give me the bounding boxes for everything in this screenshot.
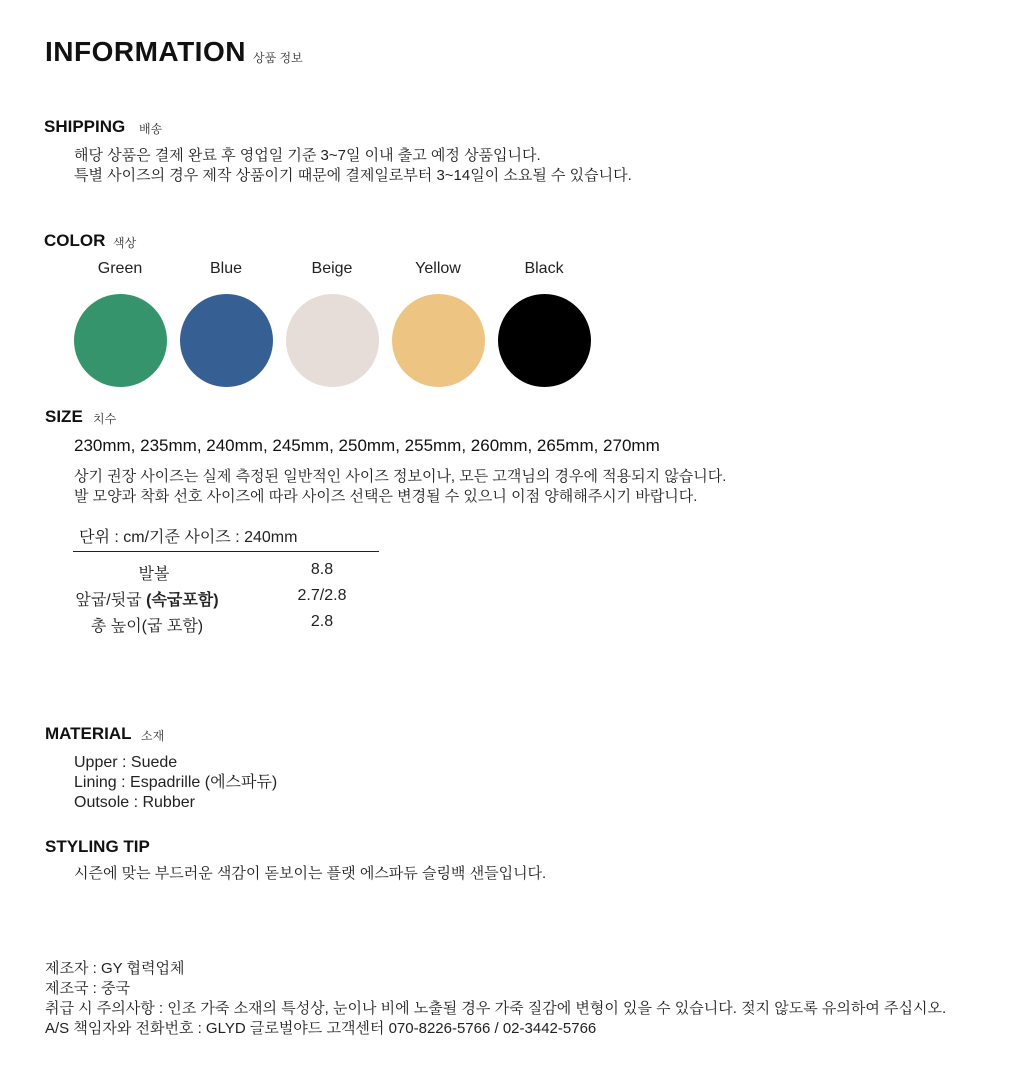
size-row-label-text: 총 높이(굽 포함) <box>90 618 204 635</box>
size-row-label-bold: (속굽포함) <box>146 592 219 609</box>
size-row-label <box>60 561 248 584</box>
material-upper: Upper : Suede <box>74 754 178 771</box>
size-list: 230mm, 235mm, 240mm, 245mm, 250mm, 255mm, 260mm, 265mm, 270mm <box>74 436 660 455</box>
material-lining: Lining : Espadrille (에스파듀) <box>74 774 278 791</box>
color-swatch-black <box>498 294 591 387</box>
styling-text: 시즌에 맞는 부드러운 색감이 돋보이는 플랫 에스파듀 슬링백 샌들입니다. <box>74 865 547 882</box>
footer-care: 취급 시 주의사항 : 인조 가죽 소재의 특성상, 눈이나 비에 노출될 경우 가죽 질감에 변형이 있을 수 있습니다. 젖지 않도록 유의하여 주십시오. <box>45 1000 947 1017</box>
shipping-line: 특별 사이즈의 경우 제작 상품이기 때문에 결제일로부터 3~14일이 소요될 수 있습니다. <box>74 167 632 184</box>
color-swatch-beige <box>286 294 379 387</box>
size-row-value: 2.7/2.8 <box>297 587 347 604</box>
size-table-divider <box>73 551 379 552</box>
page-subtitle: 상품 정보 <box>253 51 303 65</box>
shipping-line: 해당 상품은 결제 완료 후 영업일 기준 3~7일 이내 출고 예정 상품입니다. <box>74 147 541 164</box>
size-row-value: 8.8 <box>310 561 334 578</box>
shipping-heading: SHIPPING <box>44 117 126 136</box>
material-outsole: Outsole : Rubber <box>74 794 195 811</box>
color-label-yellow: Yellow <box>415 260 461 277</box>
footer-manufacturer: 제조자 : GY 협력업체 <box>45 960 185 977</box>
material-list <box>74 753 277 813</box>
color-swatch-green <box>74 294 167 387</box>
color-label-blue: Blue <box>209 260 243 277</box>
size-row-label-text: 발볼 <box>138 566 170 583</box>
size-row-label-text: 앞굽/뒷굽 <box>75 592 147 609</box>
color-label-black: Black <box>524 260 564 277</box>
size-table-unit: 단위 : cm/기준 사이즈 : 240mm <box>79 529 298 546</box>
shipping-subheading: 배송 <box>139 122 163 136</box>
size-note-line: 발 모양과 착화 선호 사이즈에 따라 사이즈 선택은 변경될 수 있으니 이점 양해해주시기 바랍니다. <box>74 488 698 505</box>
footer-info <box>45 959 946 1039</box>
size-row-value: 2.8 <box>310 613 334 630</box>
size-notes <box>74 467 726 507</box>
size-subheading: 치수 <box>93 412 117 426</box>
footer-as-contact: A/S 책임자와 전화번호 : GLYD 글로벌야드 고객센터 070-8226-5766 / 02-3442-5766 <box>45 1020 597 1037</box>
color-subheading: 색상 <box>113 236 137 250</box>
size-note-line: 상기 권장 사이즈는 실제 측정된 일반적인 사이즈 정보이나, 모든 고객님의 경우에 적용되지 않습니다. <box>74 468 727 485</box>
page-title: INFORMATION <box>45 36 246 67</box>
color-label-beige: Beige <box>311 260 353 277</box>
color-swatch-blue <box>180 294 273 387</box>
color-heading: COLOR <box>44 231 106 250</box>
color-label-green: Green <box>97 260 143 277</box>
styling-heading: STYLING TIP <box>45 837 150 856</box>
size-row-label <box>52 613 242 636</box>
material-heading: MATERIAL <box>45 724 132 743</box>
size-heading: SIZE <box>45 407 83 426</box>
color-swatch-yellow <box>392 294 485 387</box>
footer-country: 제조국 : 중국 <box>45 980 130 997</box>
size-row-label <box>52 587 242 610</box>
shipping-text <box>74 146 632 186</box>
material-subheading: 소재 <box>141 729 165 743</box>
